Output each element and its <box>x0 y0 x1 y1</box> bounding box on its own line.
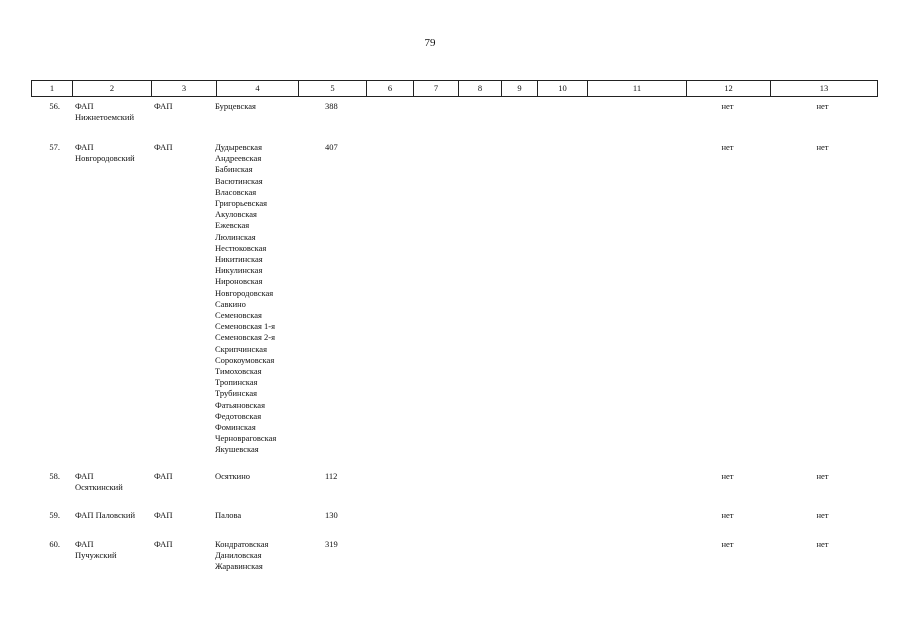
facility-name <box>75 101 153 123</box>
village-list <box>215 101 315 112</box>
col12-value: нет <box>721 142 734 152</box>
col-header-2: 2 <box>73 81 152 97</box>
population: 319 <box>325 539 338 549</box>
col12-value: нет <box>721 510 734 520</box>
population: 112 <box>325 471 338 481</box>
facility-type: ФАП <box>154 510 173 520</box>
facility-name-line: Новгородовский <box>75 153 135 164</box>
facility-type: ФАП <box>154 539 173 549</box>
village-item: Люлинская <box>215 231 256 242</box>
row-number: 56. <box>49 101 60 111</box>
col-header-9: 9 <box>502 81 538 97</box>
village-item: Нестюковская <box>215 242 267 253</box>
row-number: 58. <box>49 471 60 481</box>
facility-name-line: Нижнетоемский <box>75 112 134 123</box>
village-list <box>215 471 315 482</box>
col12-value: нет <box>721 471 734 481</box>
population: 130 <box>325 510 338 520</box>
village-item: Жаравинская <box>215 561 263 572</box>
column-header-row <box>31 80 878 97</box>
col-header-10: 10 <box>538 81 588 97</box>
col-header-7: 7 <box>414 81 459 97</box>
col-header-13: 13 <box>771 81 878 97</box>
village-item: Нироновская <box>215 276 263 287</box>
village-item: Тропинская <box>215 377 258 388</box>
facility-type: ФАП <box>154 142 173 152</box>
village-item: Ежевская <box>215 220 250 231</box>
village-item: Тимоховская <box>215 366 262 377</box>
col-header-1: 1 <box>32 81 73 97</box>
village-item: Федотовская <box>215 410 262 421</box>
col13-value: нет <box>816 539 829 549</box>
village-item: Черновраговская <box>215 433 277 444</box>
village-item: Скрипчинская <box>215 343 267 354</box>
col12-value: нет <box>721 539 734 549</box>
col-header-5: 5 <box>299 81 367 97</box>
village-item: Акуловская <box>215 209 257 220</box>
village-list <box>215 510 315 521</box>
village-item: Никулинская <box>215 265 263 276</box>
facility-name-line: ФАП Паловский <box>75 510 136 520</box>
col13-value: нет <box>816 142 829 152</box>
facility-name <box>75 471 153 493</box>
col-header-4: 4 <box>217 81 299 97</box>
village-item: Палова <box>215 510 242 520</box>
village-item: Сорокоумовская <box>215 354 275 365</box>
col13-value: нет <box>816 101 829 111</box>
col12-value: нет <box>721 101 734 111</box>
facility-name-line: ФАП <box>75 142 94 152</box>
village-item: Григорьевская <box>215 198 268 209</box>
village-item: Семеновская 2-я <box>215 332 276 343</box>
col-header-8: 8 <box>459 81 502 97</box>
page-number: 79 <box>424 37 436 49</box>
village-item: Семеновская <box>215 310 262 321</box>
population: 388 <box>325 101 338 111</box>
village-item: Власовская <box>215 186 257 197</box>
village-item: Якушевская <box>215 444 259 455</box>
population: 407 <box>325 142 338 152</box>
village-item: Новгородовская <box>215 287 274 298</box>
facility-name-line: Пучужский <box>75 550 117 561</box>
village-item: Бабинская <box>215 164 253 175</box>
village-item: Фоминская <box>215 422 256 433</box>
village-item: Фатьяновская <box>215 399 265 410</box>
village-list <box>215 142 315 456</box>
col-header-6: 6 <box>367 81 414 97</box>
village-item: Кондратовская <box>215 539 269 549</box>
facility-name-line: ФАП <box>75 539 94 549</box>
village-item: Семеновская 1-я <box>215 321 276 332</box>
village-item: Никитинская <box>215 254 263 265</box>
facility-name <box>75 539 153 561</box>
facility-name <box>75 142 153 164</box>
village-list <box>215 539 315 573</box>
facility-name-line: Осяткинский <box>75 482 123 493</box>
col13-value: нет <box>816 510 829 520</box>
facility-name <box>75 510 153 521</box>
village-item: Даниловская <box>215 550 262 561</box>
facility-type: ФАП <box>154 471 173 481</box>
facility-type: ФАП <box>154 101 173 111</box>
col-header-3: 3 <box>152 81 217 97</box>
village-item: Трубинская <box>215 388 258 399</box>
village-item: Осяткино <box>215 471 251 481</box>
facility-name-line: ФАП <box>75 471 94 481</box>
village-item: Васютинская <box>215 175 263 186</box>
row-number: 59. <box>49 510 60 520</box>
village-item: Андреевская <box>215 153 262 164</box>
col-header-11: 11 <box>588 81 687 97</box>
col13-value: нет <box>816 471 829 481</box>
village-item: Бурцевская <box>215 101 256 111</box>
col-header-12: 12 <box>687 81 771 97</box>
village-item: Дудыревская <box>215 142 262 152</box>
row-number: 57. <box>49 142 60 152</box>
row-number: 60. <box>49 539 60 549</box>
facility-name-line: ФАП <box>75 101 94 111</box>
village-item: Савкино <box>215 298 246 309</box>
